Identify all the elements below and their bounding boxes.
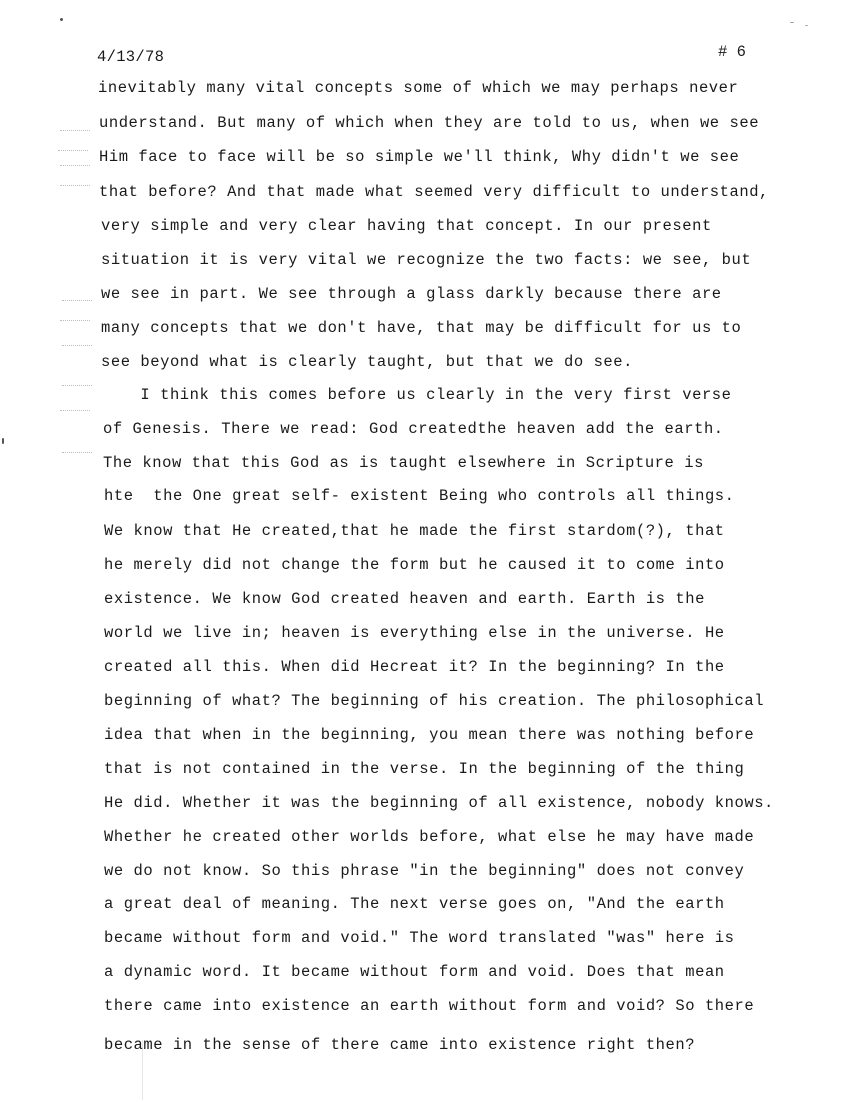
text-line: many concepts that we don't have, that may be difficult for us to [101,319,742,337]
margin-noise [62,385,92,387]
text-line: world we live in; heaven is everything else in the universe. He [104,624,725,642]
margin-noise [62,345,92,347]
page-number: # 6 [718,43,746,61]
text-line: there came into existence an earth without form and void? So there [104,997,755,1015]
text-line: Whether he created other worlds before, what else he may have made [104,828,755,846]
scan-speck [60,18,63,21]
text-line: a dynamic word. It became without form and void. Does that mean [104,963,725,981]
margin-noise [60,320,90,322]
scan-speck [790,22,794,23]
text-line: understand. But many of which when they are told to us, when we see [99,114,760,132]
text-line: very simple and very clear having that concept. In our present [101,217,712,235]
scan-speck [2,438,4,444]
text-line: idea that when in the beginning, you mean there was nothing before [104,726,755,744]
text-line: became without form and void." The word translated "was" here is [104,929,735,947]
text-line: situation it is very vital we recognize the two facts: we see, but [101,251,752,269]
text-line: beginning of what? The beginning of his creation. The philosophical [104,692,765,710]
scan-speck [805,25,808,26]
text-line: a great deal of meaning. The next verse goes on, "And the earth [104,895,725,913]
text-line: we do not know. So this phrase "in the beginning" does not convey [104,862,745,880]
text-line: Him face to face will be so simple we'll think, Why didn't we see [99,148,740,166]
text-line: inevitably many vital concepts some of which we may perhaps never [98,79,739,97]
margin-noise [62,300,92,302]
text-line: of Genesis. There we read: God createdthe heaven add the earth. [103,420,724,438]
margin-noise [60,165,90,167]
text-line: that before? And that made what seemed very difficult to understand, [99,183,769,201]
margin-noise [62,452,92,454]
text-line: hte the One great self- existent Being who controls all things. [104,487,735,505]
text-line: that is not contained in the verse. In the beginning of the thing [104,760,745,778]
text-line: existence. We know God created heaven and earth. Earth is the [104,590,705,608]
margin-noise [60,130,90,132]
margin-noise [60,185,90,187]
text-line: The know that this God as is taught elsewhere in Scripture is [103,454,704,472]
text-line: we see in part. We see through a glass darkly because there are [101,285,722,303]
text-line: became in the sense of there came into existence right then? [104,1036,696,1054]
text-line: he merely did not change the form but he caused it to come into [104,556,725,574]
text-line: created all this. When did Hecreat it? In the beginning? In the [104,658,725,676]
margin-noise [60,410,90,412]
text-line: He did. Whether it was the beginning of all existence, nobody knows. [104,794,774,812]
margin-noise [58,150,88,152]
document-date: 4/13/78 [97,48,165,66]
text-line: I think this comes before us clearly in the very first verse [101,386,732,404]
text-line: We know that He created,that he made the first stardom(?), that [104,522,725,540]
text-line: see beyond what is clearly taught, but that we do see. [101,353,633,371]
